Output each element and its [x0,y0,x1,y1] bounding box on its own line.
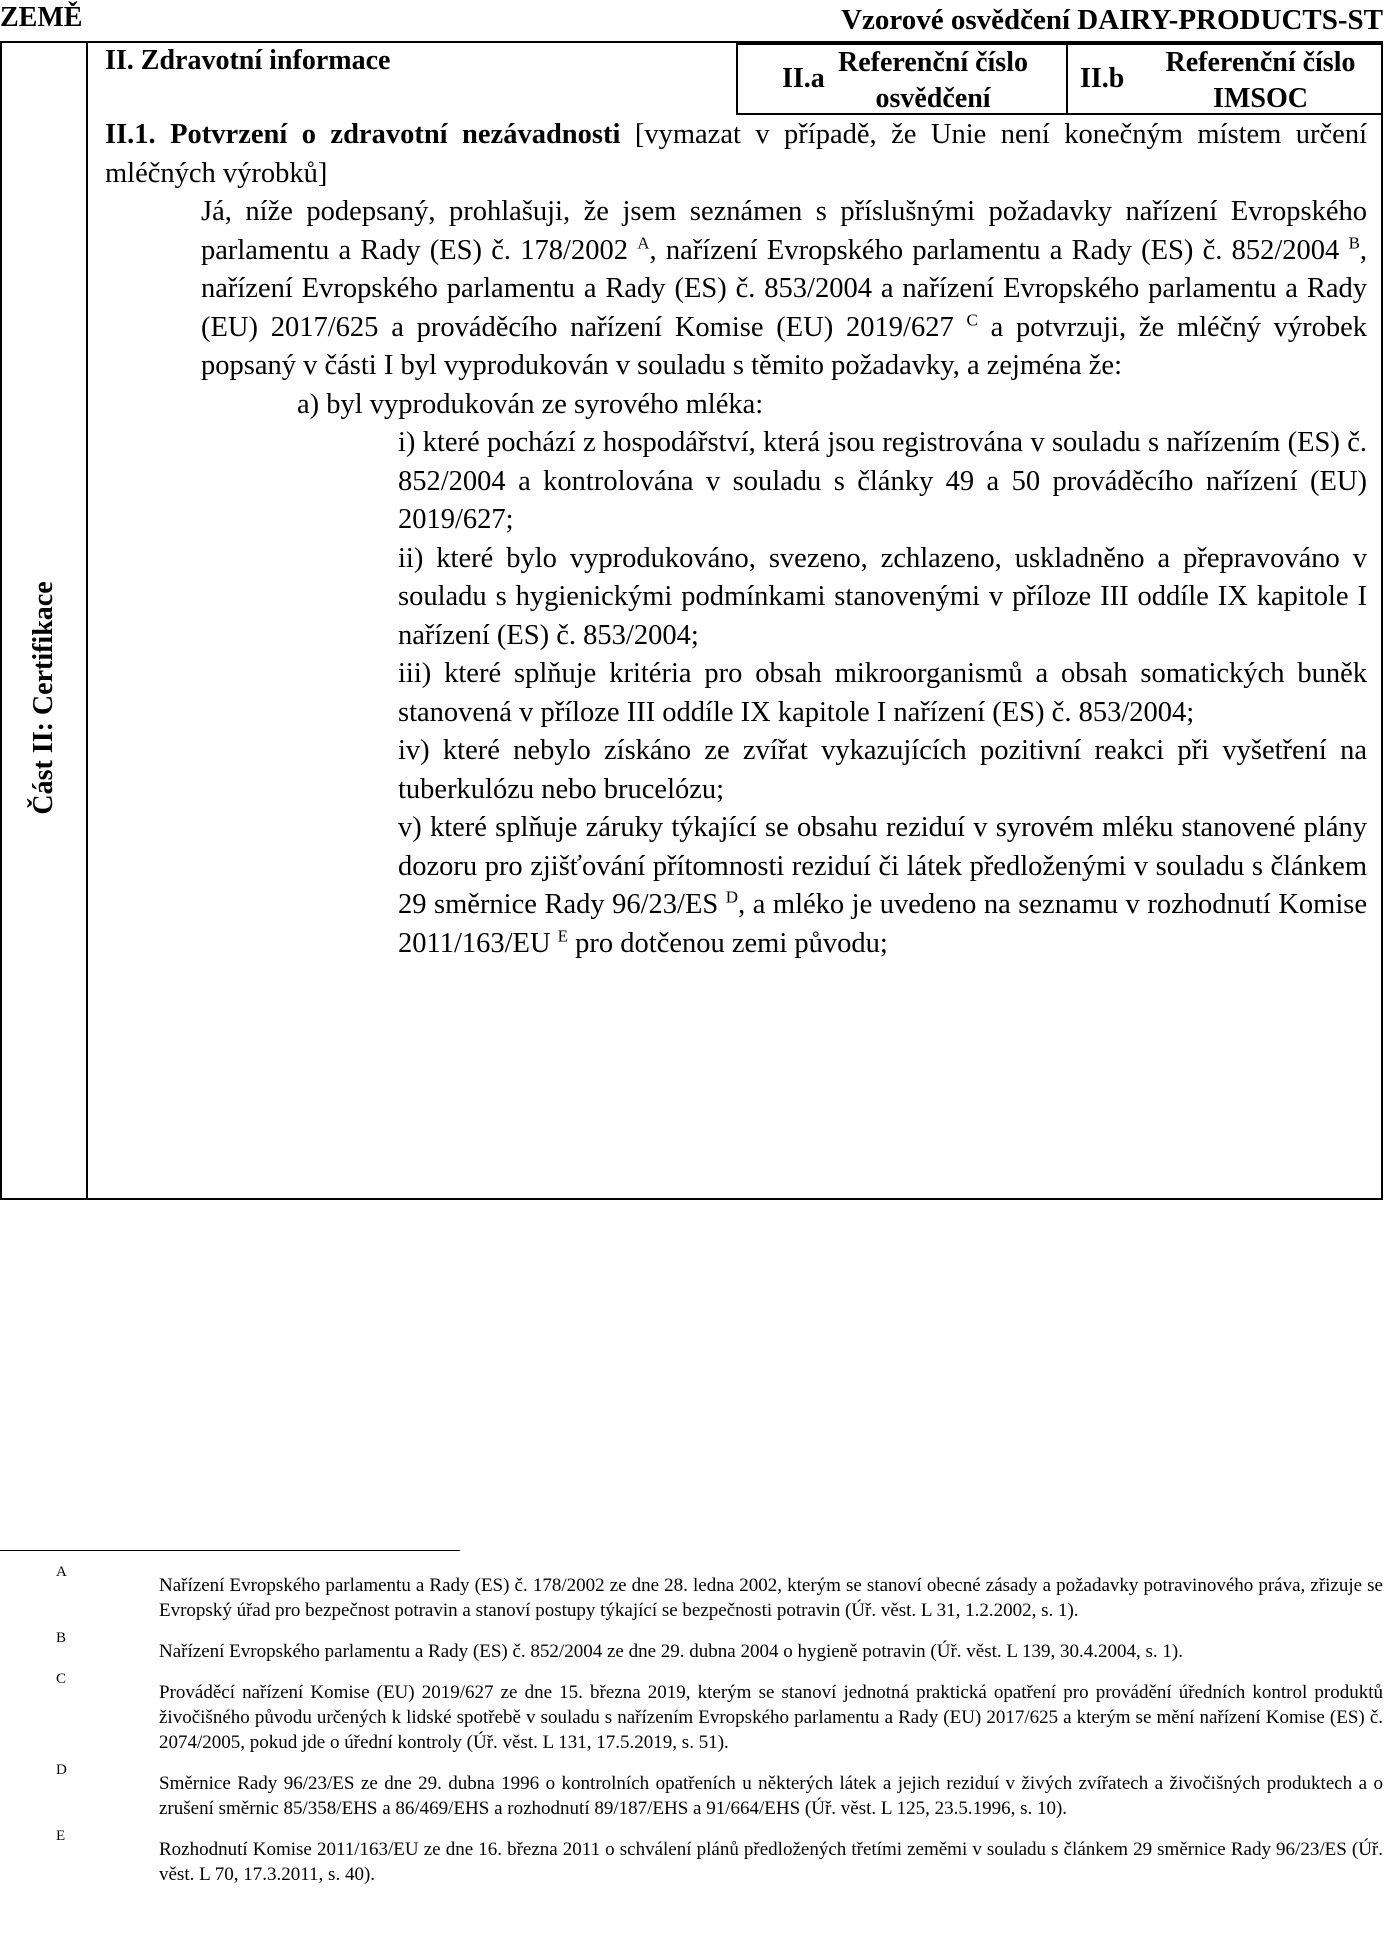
item-v [398,809,1367,963]
certification-frame [0,41,1383,1200]
reference-box-b [1066,43,1383,115]
intro-text-2: , nařízení Evropského parlamentu a Rady (ES) č. 852/2004 [649,234,1340,266]
footnote-b [0,1626,1383,1664]
heading-note: [vymazat v případě, že Unie není konečným místem určení mléčných výrobků] [105,119,1368,189]
item-a: a) byl vyprodukován ze syrového mléka: [297,388,764,420]
ref-b-tag: II.b [1080,63,1125,94]
item-i: i) které pochází z hospodářství, která jsou registrována v souladu s nařízením (ES) č. 852/2004 a kontrolována v souladu s články 49 a 50 prováděcího nařízení (EU) 2019/627; [398,427,1367,535]
item-iv: iv) které nebylo získáno ze zvířat vykazujících pozitivní reakci při vyšetření na tuberkulózu nebo brucelózu; [398,735,1367,805]
item-v-text-3: pro dotčenou zemi původu; [568,927,888,959]
item-v-text-1: v) které splňuje záruky týkající se obsahu reziduí v syrovém mléku stanovené plány dozoru pro zjišťování přítomnosti reziduí či látek předloženými v souladu s článkem 29 směrnice Rady 96/23/ES [398,812,1367,920]
footnote-ref-c[interactable]: C [966,310,978,329]
item-iii: iii) které splňuje kritéria pro obsah mikroorganismů a obsah somatických buněk stanovená v příloze III oddíle IX kapitole I nařízení (ES) č. 853/2004; [398,658,1367,728]
side-label: Část II: Certifikace [28,581,59,815]
footnote-c [0,1667,1383,1755]
footnote-mark: B [56,1630,67,1646]
footnote-text: Nařízení Evropského parlamentu a Rady (ES) č. 852/2004 ze dne 29. dubna 2004 o hygieně potravin (Úř. věst. L 139, 30.4.2004, s. 1). [159,1641,1184,1662]
footnote-text: Nařízení Evropského parlamentu a Rady (ES) č. 178/2002 ze dne 28. ledna 2002, kterým se stanoví obecné zásady a požadavky potravinového práva, zřizuje se Evropský úřad pro bezpečnost potravin a stanoví postupy týkající se bezpečnosti potravin (Úř. věst. L 31, 1.2.2002, s. 1). [159,1575,1383,1621]
heading-bold: II.1. Potvrzení o zdravotní nezávadnosti [105,119,621,150]
ref-a-text: Referenční číslo osvědčení [838,47,1028,114]
intro-text-3: , nařízení Evropského parlamentu a Rady (ES) č. 853/2004 a nařízení Evropského parlamentu a Rady (EU) 2017/625 a prováděcího nařízení Komise (EU) 2019/627 [201,234,1368,343]
country-label: ZEMĚ [0,2,83,33]
footnote-text: Směrnice Rady 96/23/ES ze dne 29. dubna 1996 o kontrolních opatřeních u některých látek a jejich reziduí v živých zvířatech a živočišných produktech a o zrušení směrnic 85/358/EHS a 86/469/EHS a rozhodnutí 89/187/EHS a 91/664/EHS (Úř. věst. L 125, 23.5.1996, s. 10). [159,1773,1383,1819]
section-title: II. Zdravotní informace [105,45,391,76]
footnote-e [0,1824,1383,1887]
intro-paragraph [201,193,1367,386]
footnote-separator [0,1550,460,1551]
footnote-mark: C [56,1671,67,1687]
footnote-mark: D [56,1762,67,1778]
footnote-ref-b[interactable]: B [1348,233,1360,252]
footnote-ref-e[interactable]: E [557,926,569,945]
footnote-d [0,1758,1383,1821]
intro-text-4: a potvrzuji, že mléčný výrobek popsaný v části I byl vyprodukován v souladu s těmito požadavky, a zejména že: [201,311,1368,381]
footnote-ref-d[interactable]: D [725,887,739,907]
footnote-mark: A [56,1564,67,1580]
heading-paragraph [105,116,1367,193]
footnote-a [0,1560,1383,1623]
ref-a-tag: II.a [782,63,825,94]
item-v-text-2: , a mléko je uvedeno na seznamu v rozhodnutí Komise 2011/163/EU [398,889,1368,959]
ref-b-text: Referenční číslo IMSOC [1165,47,1356,114]
footnote-mark: E [56,1828,66,1844]
footnotes [0,1560,1383,1890]
intro-text-1: Já, níže podepsaný, prohlašuji, že jsem seznámen s příslušnými požadavky nařízení Evropského parlamentu a Rady (ES) č. 178/2002 [201,196,1367,266]
certificate-model-title: Vzorové osvědčení DAIRY-PRODUCTS-ST [841,4,1383,36]
certificate-body [105,116,1367,963]
footnote-ref-a[interactable]: A [637,233,650,252]
footnote-text: Rozhodnutí Komise 2011/163/EU ze dne 16. března 2011 o schválení plánů předložených třetími zeměmi v souladu s článkem 29 směrnice Rady 96/23/ES (Úř. věst. L 70, 17.3.2011, s. 40). [159,1839,1383,1885]
side-column [2,43,88,1198]
item-ii: ii) které bylo vyprodukováno, svezeno, zchlazeno, uskladněno a přepravováno v souladu s hygienickými podmínkami stanovenými v příloze III oddíle IX kapitole I nařízení (ES) č. 853/2004; [398,542,1367,651]
footnote-text: Prováděcí nařízení Komise (EU) 2019/627 ze dne 15. března 2019, kterým se stanoví jednotná praktická opatření pro provádění úředních kontrol produktů živočišného původu určených k lidské spotřebě v souladu s nařízením Evropského parlamentu a Rady (EU) 2017/625 a kterým se mění nařízení Komise (ES) č. 2074/2005, pokud jde o úřední kontroly (Úř. věst. L 131, 17.5.2019, s. 51). [159,1682,1383,1753]
reference-box-a [736,43,1066,115]
